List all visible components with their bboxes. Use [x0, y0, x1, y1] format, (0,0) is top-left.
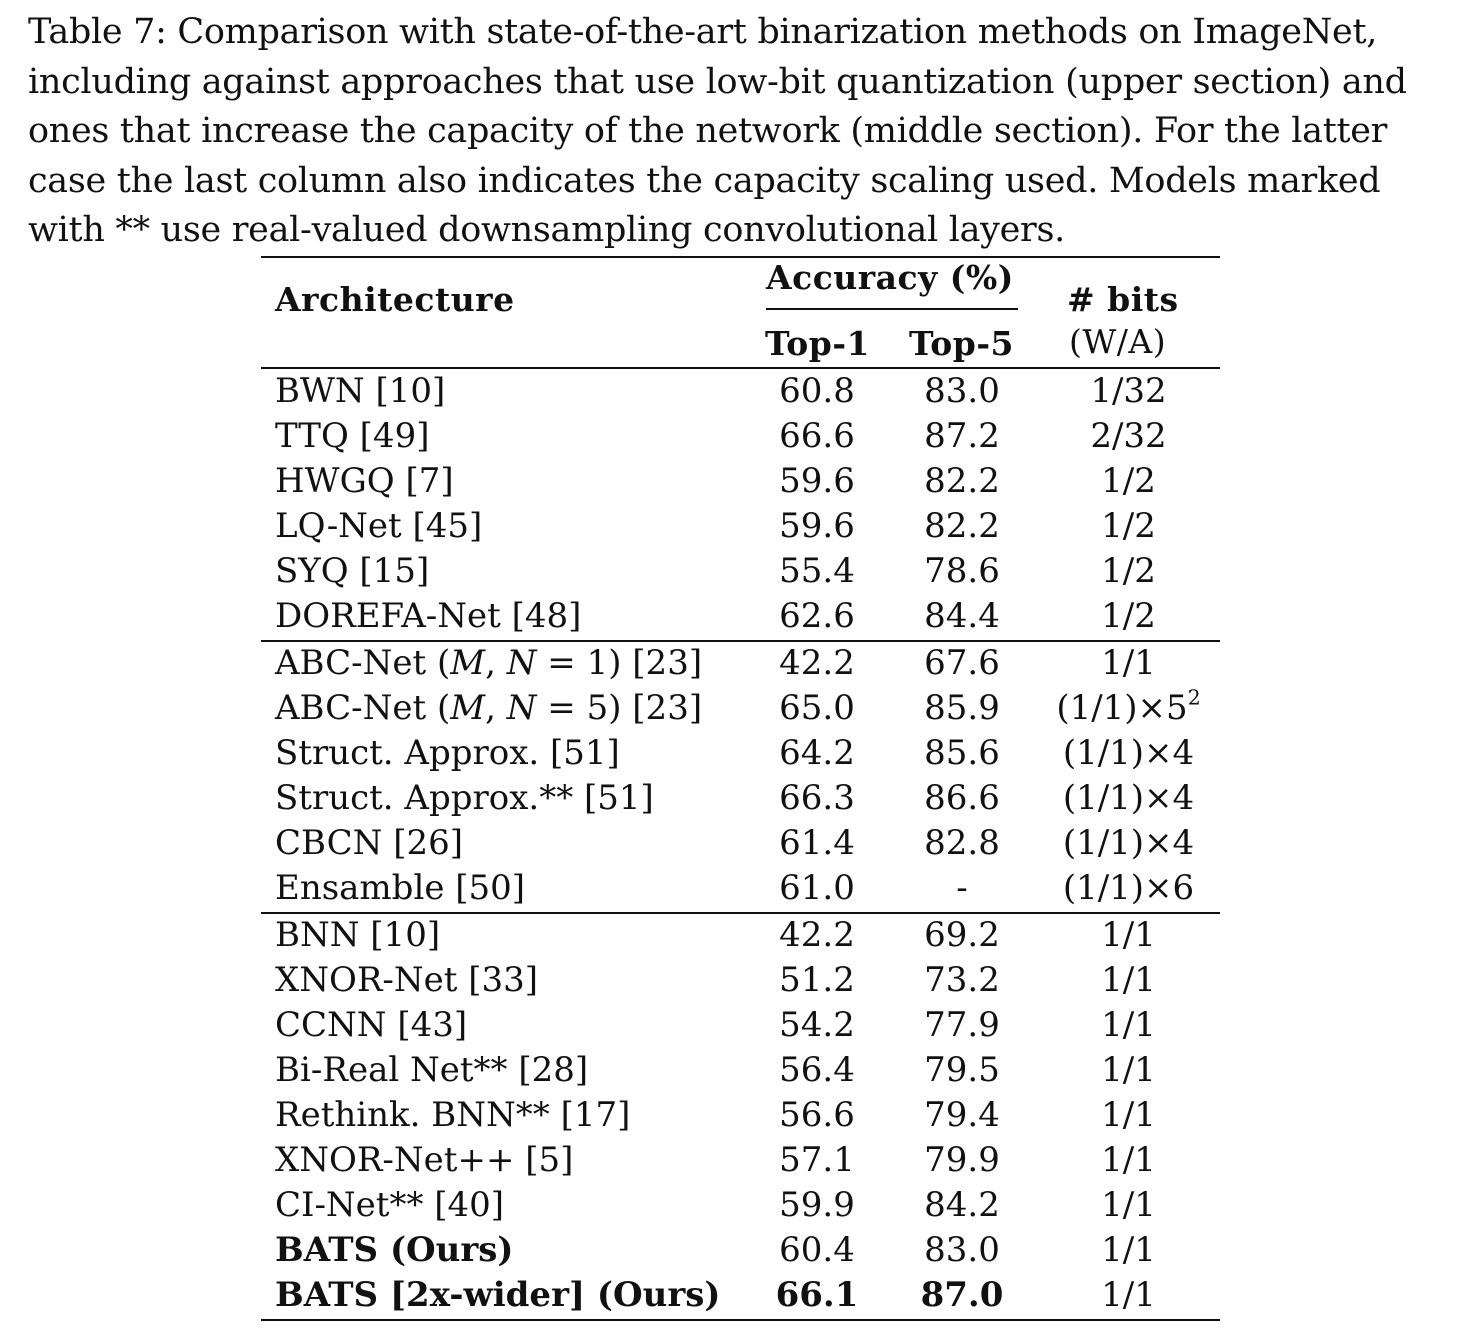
- section-rule-2: [261, 912, 1220, 914]
- section-rule-1: [261, 640, 1220, 642]
- comparison-table: [261, 256, 1220, 1324]
- caption-line: Table 7: Comparison with state-of-the-art binarization methods on ImageNet,: [28, 12, 1378, 52]
- row-top1: 60.8: [779, 371, 855, 411]
- row-architecture: CCNN [43]: [275, 1005, 468, 1045]
- row-architecture: SYQ [15]: [275, 551, 430, 591]
- row-bits: 1/1: [1101, 1095, 1156, 1135]
- row-top1: 54.2: [779, 1005, 855, 1045]
- row-top5: -: [956, 868, 968, 908]
- row-bits: 1/1: [1101, 1275, 1156, 1315]
- row-top1: 42.2: [779, 643, 855, 683]
- row-bits: 1/1: [1101, 1230, 1156, 1270]
- bits-superscript: 2: [1187, 685, 1201, 710]
- row-top5: 87.0: [920, 1275, 1004, 1315]
- row-top5: 82.8: [924, 823, 1000, 863]
- row-bits: 1/2: [1101, 596, 1156, 636]
- row-top1: 61.0: [779, 868, 855, 908]
- row-architecture: BWN [10]: [275, 371, 446, 411]
- row-architecture: Bi-Real Net** [28]: [275, 1050, 589, 1090]
- row-top5: 69.2: [924, 915, 1000, 955]
- row-architecture: Struct. Approx.** [51]: [275, 778, 654, 818]
- row-bits: 1/32: [1090, 371, 1167, 411]
- row-architecture: CBCN [26]: [275, 823, 463, 863]
- row-top5: 67.6: [924, 643, 1000, 683]
- header-rule: [261, 367, 1220, 369]
- row-top1: 61.4: [779, 823, 855, 863]
- row-bits: 1/2: [1101, 506, 1156, 546]
- table-caption: [28, 8, 1450, 256]
- header-architecture: Architecture: [275, 280, 515, 319]
- row-top1: 66.6: [779, 416, 855, 456]
- row-bits: (1/1)×4: [1062, 778, 1195, 818]
- row-bits: 1/1: [1101, 1050, 1156, 1090]
- row-top5: 85.6: [924, 733, 1000, 773]
- row-bits: $(1/1)\times 5^2$: [1056, 685, 1201, 728]
- row-top5: 85.9: [924, 688, 1000, 728]
- row-top5: 79.5: [924, 1050, 1000, 1090]
- row-architecture: DOREFA-Net [48]: [275, 596, 582, 636]
- row-top5: 82.2: [924, 506, 1000, 546]
- row-top5: 79.9: [924, 1140, 1000, 1180]
- row-bits: 1/1: [1101, 1005, 1156, 1045]
- row-top5: 84.4: [924, 596, 1000, 636]
- row-bits: 1/1: [1101, 960, 1156, 1000]
- row-top5: 82.2: [924, 461, 1000, 501]
- header-top1: Top-1: [765, 324, 871, 363]
- row-bits: (1/1)×4: [1062, 733, 1195, 773]
- row-bits: 1/1: [1101, 643, 1156, 683]
- row-bits: 1/1: [1101, 1185, 1156, 1225]
- row-architecture: TTQ [49]: [275, 416, 430, 456]
- row-top5: 73.2: [924, 960, 1000, 1000]
- header-bits: # bits: [1067, 280, 1179, 319]
- row-top1: 56.6: [779, 1095, 855, 1135]
- row-top5: 83.0: [924, 371, 1000, 411]
- row-top1: 59.6: [779, 461, 855, 501]
- row-bits: (1/1)×4: [1062, 823, 1195, 863]
- row-architecture: ABC-Net (M, N = 5) [23]: [275, 688, 703, 728]
- header-accuracy: Accuracy (%): [766, 258, 1014, 297]
- row-top1: 60.4: [779, 1230, 855, 1270]
- caption-line: case the last column also indicates the capacity scaling used. Models marked: [28, 160, 1381, 201]
- caption-line: with ** use real-valued downsampling convolutional layers.: [28, 210, 1065, 250]
- bottom-rule: [261, 1319, 1220, 1321]
- row-bits: 2/32: [1090, 416, 1167, 456]
- row-top1: 56.4: [779, 1050, 855, 1090]
- row-top5: 83.0: [924, 1230, 1000, 1270]
- row-architecture: Struct. Approx. [51]: [275, 733, 620, 773]
- row-top1: 65.0: [779, 688, 855, 728]
- row-top1: 51.2: [779, 960, 855, 1000]
- row-bits: 1/2: [1101, 461, 1156, 501]
- row-architecture: BATS [2x-wider] (Ours): [275, 1275, 721, 1315]
- row-top1: 42.2: [779, 915, 855, 955]
- top-rule: [261, 256, 1220, 258]
- row-architecture: ABC-Net (M, N = 1) [23]: [275, 643, 703, 683]
- row-top5: 79.4: [924, 1095, 1000, 1135]
- row-architecture: CI-Net** [40]: [275, 1185, 505, 1225]
- row-top1: 55.4: [779, 551, 855, 591]
- row-top1: 66.1: [775, 1275, 859, 1315]
- row-architecture: BATS (Ours): [275, 1230, 514, 1270]
- header-top5: Top-5: [909, 324, 1015, 363]
- row-architecture: HWGQ [7]: [275, 461, 454, 501]
- row-top5: 84.2: [924, 1185, 1000, 1225]
- caption-line: including against approaches that use low-bit quantization (upper section) and: [28, 61, 1407, 102]
- row-top1: 64.2: [779, 733, 855, 773]
- row-top5: 87.2: [924, 416, 1000, 456]
- row-top5: 77.9: [924, 1005, 1000, 1045]
- row-architecture: XNOR-Net++ [5]: [275, 1140, 574, 1180]
- accuracy-cmidrule: [766, 308, 1018, 310]
- row-top1: 66.3: [779, 778, 855, 818]
- row-top1: 59.6: [779, 506, 855, 546]
- row-top5: 86.6: [924, 778, 1000, 818]
- row-top1: 62.6: [779, 596, 855, 636]
- caption-line: ones that increase the capacity of the network (middle section). For the latter: [28, 111, 1388, 151]
- row-architecture: Ensamble [50]: [275, 868, 526, 908]
- row-bits: (1/1)×6: [1062, 868, 1195, 908]
- row-bits: 1/2: [1101, 551, 1156, 591]
- row-architecture: XNOR-Net [33]: [275, 960, 539, 1000]
- row-top1: 59.9: [779, 1185, 855, 1225]
- row-architecture: Rethink. BNN** [17]: [275, 1095, 631, 1135]
- row-architecture: BNN [10]: [275, 915, 441, 955]
- row-bits: 1/1: [1101, 915, 1156, 955]
- row-bits: 1/1: [1101, 1140, 1156, 1180]
- row-architecture: LQ-Net [45]: [275, 506, 483, 546]
- row-top1: 57.1: [779, 1140, 855, 1180]
- header-bits-unit: (W/A): [1069, 322, 1167, 361]
- row-top5: 78.6: [924, 551, 1000, 591]
